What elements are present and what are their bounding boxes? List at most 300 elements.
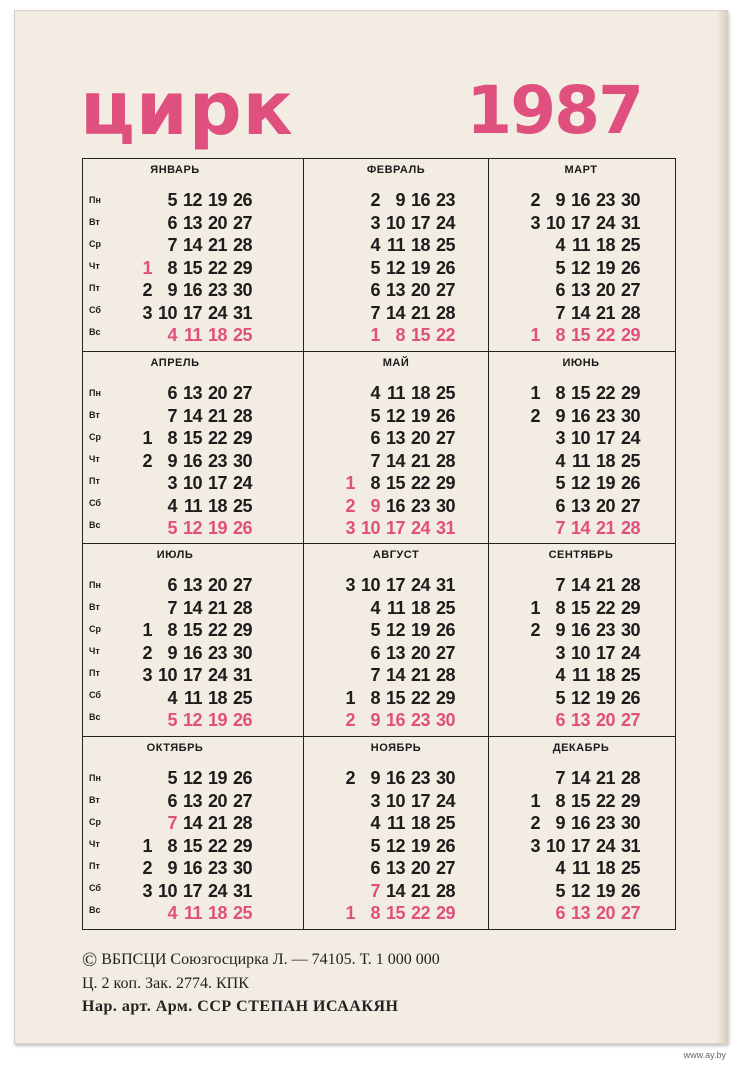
day-number: 22 bbox=[207, 257, 227, 278]
day-number: 28 bbox=[620, 518, 640, 538]
day-number: 3 bbox=[370, 212, 380, 233]
month-days bbox=[330, 767, 480, 925]
week-row bbox=[127, 574, 277, 597]
day-number: 24 bbox=[207, 302, 227, 323]
day-number: 13 bbox=[182, 212, 202, 233]
day-number: 21 bbox=[595, 302, 615, 323]
week-row bbox=[330, 642, 480, 665]
day-number: 15 bbox=[570, 790, 590, 811]
day-number: 30 bbox=[620, 620, 640, 640]
week-row bbox=[515, 812, 665, 835]
week-row bbox=[330, 687, 480, 710]
month-name: АПРЕЛЬ bbox=[150, 357, 200, 369]
day-number: 3 bbox=[345, 575, 355, 595]
month-block bbox=[83, 544, 267, 734]
day-number: 22 bbox=[207, 620, 227, 640]
month-days bbox=[127, 382, 277, 540]
day-number: 2 bbox=[530, 190, 540, 210]
day-number: 18 bbox=[410, 235, 430, 255]
day-number: 26 bbox=[435, 835, 455, 856]
weekday-label: Пн bbox=[89, 580, 101, 590]
day-number: 11 bbox=[571, 450, 590, 471]
day-number: 22 bbox=[435, 325, 455, 345]
day-number: 11 bbox=[386, 235, 405, 255]
day-number: 21 bbox=[595, 518, 615, 538]
day-number: 1 bbox=[345, 687, 355, 708]
day-number: 29 bbox=[232, 257, 252, 278]
day-number: 23 bbox=[410, 495, 430, 516]
weekday-label: Вс bbox=[89, 905, 101, 915]
day-number: 9 bbox=[370, 710, 380, 730]
day-number: 2 bbox=[530, 620, 540, 640]
day-number: 13 bbox=[570, 710, 590, 730]
week-row bbox=[330, 619, 480, 642]
day-number: 5 bbox=[555, 880, 565, 901]
day-number: 1 bbox=[530, 325, 540, 345]
day-number: 14 bbox=[182, 235, 202, 255]
day-number: 8 bbox=[555, 325, 565, 345]
day-number: 11 bbox=[571, 665, 590, 685]
month-days bbox=[515, 189, 665, 347]
weekday-label: Ср bbox=[89, 624, 101, 634]
day-number: 10 bbox=[570, 642, 590, 663]
day-number: 12 bbox=[385, 405, 405, 426]
week-row bbox=[515, 450, 665, 473]
day-number: 10 bbox=[545, 835, 565, 856]
day-number: 26 bbox=[232, 710, 252, 730]
day-number: 9 bbox=[555, 813, 565, 833]
weekday-label: Сб bbox=[89, 498, 101, 508]
day-number: 6 bbox=[167, 790, 177, 811]
day-number: 23 bbox=[207, 450, 227, 471]
day-number: 29 bbox=[620, 325, 640, 345]
day-number: 15 bbox=[182, 835, 202, 856]
day-number: 7 bbox=[167, 405, 177, 426]
day-number: 15 bbox=[182, 620, 202, 640]
day-number: 23 bbox=[595, 405, 615, 426]
day-number: 20 bbox=[207, 383, 227, 403]
day-number: 22 bbox=[207, 428, 227, 448]
day-number: 8 bbox=[167, 428, 177, 448]
week-row bbox=[515, 790, 665, 813]
day-number: 1 bbox=[142, 835, 152, 856]
day-number: 21 bbox=[595, 575, 615, 595]
month-name: НОЯБРЬ bbox=[370, 742, 422, 754]
week-row bbox=[127, 405, 277, 428]
weekday-label: Сб bbox=[89, 305, 101, 315]
day-number: 28 bbox=[232, 235, 252, 255]
day-number: 8 bbox=[555, 597, 565, 618]
day-number: 24 bbox=[435, 790, 455, 811]
day-number: 15 bbox=[570, 597, 590, 618]
day-number: 3 bbox=[167, 473, 177, 493]
week-row bbox=[515, 472, 665, 495]
day-number: 13 bbox=[570, 903, 590, 923]
month-name: МАРТ bbox=[564, 164, 598, 176]
week-row bbox=[127, 189, 277, 212]
weekday-label: Вс bbox=[89, 712, 101, 722]
day-number: 3 bbox=[142, 880, 152, 901]
day-number: 11 bbox=[386, 597, 405, 618]
week-row bbox=[330, 212, 480, 235]
day-number: 13 bbox=[385, 858, 405, 878]
week-row bbox=[330, 812, 480, 835]
day-number: 28 bbox=[232, 813, 252, 833]
day-number: 5 bbox=[370, 620, 380, 640]
day-number: 22 bbox=[410, 903, 430, 923]
day-number: 2 bbox=[345, 768, 355, 788]
day-number: 31 bbox=[620, 835, 640, 856]
month-name: АВГУСТ bbox=[372, 549, 420, 561]
day-number: 23 bbox=[207, 858, 227, 878]
year-title: 1987 bbox=[466, 72, 642, 149]
month-block bbox=[304, 544, 488, 734]
day-number: 7 bbox=[370, 665, 380, 685]
day-number: 1 bbox=[345, 903, 355, 923]
day-number: 14 bbox=[385, 880, 405, 901]
week-row bbox=[515, 642, 665, 665]
day-number: 27 bbox=[620, 495, 640, 516]
day-number: 9 bbox=[555, 405, 565, 426]
day-number: 14 bbox=[570, 518, 590, 538]
day-number: 10 bbox=[360, 575, 380, 595]
day-number: 23 bbox=[595, 190, 615, 210]
day-number: 24 bbox=[207, 665, 227, 685]
day-number: 5 bbox=[167, 710, 177, 730]
week-row bbox=[330, 835, 480, 858]
week-row bbox=[515, 257, 665, 280]
day-number: 16 bbox=[182, 280, 202, 300]
day-number: 3 bbox=[142, 665, 152, 685]
day-number: 2 bbox=[142, 858, 152, 878]
day-number: 11 bbox=[386, 813, 405, 833]
week-row bbox=[330, 257, 480, 280]
month-days bbox=[515, 574, 665, 732]
month-block bbox=[304, 737, 488, 927]
day-number: 29 bbox=[232, 620, 252, 640]
week-row bbox=[515, 189, 665, 212]
day-number: 22 bbox=[410, 473, 430, 493]
day-number: 18 bbox=[207, 903, 227, 923]
week-row bbox=[127, 324, 277, 347]
day-number: 14 bbox=[182, 597, 202, 618]
day-number: 4 bbox=[370, 383, 380, 403]
day-number: 30 bbox=[620, 813, 640, 833]
day-number: 15 bbox=[385, 687, 405, 708]
day-number: 26 bbox=[435, 257, 455, 278]
month-name: МАЙ bbox=[382, 357, 410, 369]
day-number: 3 bbox=[370, 790, 380, 811]
week-row bbox=[127, 687, 277, 710]
month-block bbox=[489, 737, 673, 927]
day-number: 2 bbox=[530, 813, 540, 833]
weekday-label: Вс bbox=[89, 327, 101, 337]
day-number: 13 bbox=[385, 642, 405, 663]
day-number: 20 bbox=[595, 280, 615, 300]
artist-credit: Нар. арт. Арм. ССР СТЕПАН ИСААКЯН bbox=[82, 998, 399, 1015]
day-number: 8 bbox=[555, 790, 565, 811]
day-number: 21 bbox=[207, 405, 227, 426]
day-number: 30 bbox=[435, 495, 455, 516]
week-row bbox=[515, 517, 665, 540]
day-number: 7 bbox=[370, 880, 380, 901]
month-days bbox=[127, 574, 277, 732]
day-number: 12 bbox=[182, 768, 202, 788]
day-number: 12 bbox=[182, 190, 202, 210]
day-number: 4 bbox=[167, 495, 177, 516]
day-number: 18 bbox=[595, 665, 615, 685]
month-name: ЯНВАРЬ bbox=[150, 164, 200, 176]
day-number: 27 bbox=[435, 858, 455, 878]
day-number: 13 bbox=[385, 280, 405, 300]
day-number: 26 bbox=[232, 768, 252, 788]
day-number: 15 bbox=[182, 428, 202, 448]
day-number: 29 bbox=[435, 687, 455, 708]
day-number: 4 bbox=[167, 687, 177, 708]
day-number: 29 bbox=[620, 383, 640, 403]
day-number: 15 bbox=[385, 473, 405, 493]
month-name: ИЮНЬ bbox=[562, 357, 600, 369]
day-number: 29 bbox=[435, 903, 455, 923]
week-row bbox=[515, 857, 665, 880]
week-row bbox=[515, 405, 665, 428]
month-block bbox=[304, 159, 488, 349]
day-number: 22 bbox=[595, 383, 615, 403]
day-number: 20 bbox=[410, 642, 430, 663]
day-number: 10 bbox=[570, 428, 590, 448]
day-number: 16 bbox=[570, 190, 590, 210]
week-row bbox=[330, 597, 480, 620]
weekday-label: Чт bbox=[89, 454, 100, 464]
day-number: 26 bbox=[435, 620, 455, 640]
day-number: 17 bbox=[207, 473, 227, 493]
day-number: 1 bbox=[370, 325, 380, 345]
day-number: 29 bbox=[232, 428, 252, 448]
weekday-label: Чт bbox=[89, 839, 100, 849]
day-number: 27 bbox=[620, 710, 640, 730]
day-number: 22 bbox=[595, 597, 615, 618]
month-block bbox=[304, 352, 488, 542]
day-number: 19 bbox=[207, 190, 227, 210]
day-number: 26 bbox=[620, 687, 640, 708]
day-number: 17 bbox=[410, 790, 430, 811]
day-number: 16 bbox=[385, 768, 405, 788]
day-number: 14 bbox=[570, 768, 590, 788]
day-number: 6 bbox=[167, 575, 177, 595]
day-number: 16 bbox=[385, 710, 405, 730]
day-number: 13 bbox=[570, 495, 590, 516]
day-number: 4 bbox=[555, 665, 565, 685]
day-number: 6 bbox=[370, 858, 380, 878]
day-number: 7 bbox=[370, 302, 380, 323]
weekday-label: Пн bbox=[89, 388, 101, 398]
week-row bbox=[127, 880, 277, 903]
month-days bbox=[330, 574, 480, 732]
month-name: ИЮЛЬ bbox=[156, 549, 194, 561]
day-number: 6 bbox=[167, 212, 177, 233]
week-row bbox=[515, 212, 665, 235]
day-number: 27 bbox=[620, 280, 640, 300]
week-row bbox=[330, 709, 480, 732]
day-number: 17 bbox=[182, 302, 202, 323]
day-number: 3 bbox=[555, 642, 565, 663]
day-number: 20 bbox=[410, 858, 430, 878]
day-number: 26 bbox=[620, 880, 640, 901]
day-number: 16 bbox=[570, 405, 590, 426]
weekday-label: Сб bbox=[89, 883, 101, 893]
day-number: 19 bbox=[595, 687, 615, 708]
day-number: 12 bbox=[570, 473, 590, 493]
day-number: 6 bbox=[555, 495, 565, 516]
month-days bbox=[127, 767, 277, 925]
imprint-line-2: Ц. 2 коп. Зак. 2774. КПК bbox=[82, 975, 249, 992]
day-number: 29 bbox=[232, 835, 252, 856]
day-number: 17 bbox=[595, 642, 615, 663]
week-row bbox=[515, 880, 665, 903]
week-row bbox=[127, 382, 277, 405]
day-number: 21 bbox=[410, 302, 430, 323]
day-number: 21 bbox=[207, 235, 227, 255]
day-number: 18 bbox=[595, 235, 615, 255]
day-number: 24 bbox=[620, 428, 640, 448]
week-row bbox=[127, 812, 277, 835]
day-number: 24 bbox=[435, 212, 455, 233]
day-number: 28 bbox=[620, 575, 640, 595]
day-number: 30 bbox=[620, 190, 640, 210]
day-number: 9 bbox=[395, 190, 405, 210]
day-number: 26 bbox=[620, 473, 640, 493]
week-row bbox=[515, 902, 665, 925]
week-row bbox=[330, 767, 480, 790]
day-number: 26 bbox=[232, 190, 252, 210]
day-number: 14 bbox=[570, 575, 590, 595]
week-row bbox=[330, 279, 480, 302]
week-row bbox=[515, 427, 665, 450]
day-number: 18 bbox=[410, 813, 430, 833]
month-block bbox=[489, 544, 673, 734]
day-number: 11 bbox=[386, 383, 405, 403]
day-number: 3 bbox=[530, 212, 540, 233]
month-name: ОКТЯБРЬ bbox=[146, 742, 204, 754]
day-number: 15 bbox=[410, 325, 430, 345]
day-number: 12 bbox=[570, 687, 590, 708]
month-days bbox=[330, 382, 480, 540]
week-row bbox=[330, 880, 480, 903]
day-number: 24 bbox=[207, 880, 227, 901]
day-number: 23 bbox=[207, 642, 227, 663]
day-number: 23 bbox=[435, 190, 455, 210]
day-number: 27 bbox=[232, 790, 252, 811]
day-number: 31 bbox=[232, 665, 252, 685]
day-number: 27 bbox=[620, 903, 640, 923]
day-number: 11 bbox=[183, 325, 202, 345]
weekday-label: Вт bbox=[89, 217, 100, 227]
day-number: 2 bbox=[370, 190, 380, 210]
day-number: 21 bbox=[595, 768, 615, 788]
day-number: 19 bbox=[410, 257, 430, 278]
day-number: 6 bbox=[370, 428, 380, 448]
month-days bbox=[515, 382, 665, 540]
week-row bbox=[127, 427, 277, 450]
day-number: 31 bbox=[435, 575, 455, 595]
day-number: 15 bbox=[570, 383, 590, 403]
day-number: 25 bbox=[232, 903, 252, 923]
day-number: 2 bbox=[142, 450, 152, 471]
week-row bbox=[127, 212, 277, 235]
month-days bbox=[127, 189, 277, 347]
week-row bbox=[127, 790, 277, 813]
day-number: 7 bbox=[167, 597, 177, 618]
day-number: 5 bbox=[555, 687, 565, 708]
day-number: 5 bbox=[167, 768, 177, 788]
day-number: 3 bbox=[345, 518, 355, 538]
day-number: 22 bbox=[207, 835, 227, 856]
month-name: СЕНТЯБРЬ bbox=[548, 549, 614, 561]
day-number: 18 bbox=[410, 597, 430, 618]
day-number: 6 bbox=[555, 903, 565, 923]
day-number: 12 bbox=[182, 518, 202, 538]
day-number: 17 bbox=[182, 880, 202, 901]
weekday-label: Сб bbox=[89, 690, 101, 700]
week-row bbox=[515, 687, 665, 710]
day-number: 17 bbox=[385, 575, 405, 595]
day-number: 23 bbox=[207, 280, 227, 300]
day-number: 3 bbox=[142, 302, 152, 323]
imprint bbox=[82, 948, 440, 1018]
day-number: 4 bbox=[167, 903, 177, 923]
day-number: 28 bbox=[435, 880, 455, 901]
day-number: 26 bbox=[435, 405, 455, 426]
day-number: 17 bbox=[385, 518, 405, 538]
week-row bbox=[330, 234, 480, 257]
day-number: 21 bbox=[410, 880, 430, 901]
week-row bbox=[330, 790, 480, 813]
day-number: 8 bbox=[555, 383, 565, 403]
month-name: ФЕВРАЛЬ bbox=[366, 164, 426, 176]
day-number: 10 bbox=[182, 473, 202, 493]
week-row bbox=[127, 619, 277, 642]
day-number: 23 bbox=[410, 768, 430, 788]
day-number: 7 bbox=[555, 518, 565, 538]
day-number: 25 bbox=[435, 383, 455, 403]
day-number: 10 bbox=[385, 790, 405, 811]
week-row bbox=[127, 234, 277, 257]
brand-title: цирк bbox=[80, 66, 294, 152]
day-number: 18 bbox=[410, 383, 430, 403]
day-number: 14 bbox=[385, 665, 405, 685]
day-number: 5 bbox=[167, 190, 177, 210]
week-row bbox=[515, 835, 665, 858]
day-number: 4 bbox=[555, 858, 565, 878]
day-number: 20 bbox=[595, 495, 615, 516]
week-row bbox=[330, 664, 480, 687]
calendar-grid bbox=[82, 158, 676, 930]
day-number: 28 bbox=[232, 597, 252, 618]
day-number: 17 bbox=[410, 212, 430, 233]
weekday-label: Ср bbox=[89, 817, 101, 827]
day-number: 21 bbox=[410, 450, 430, 471]
day-number: 21 bbox=[207, 597, 227, 618]
day-number: 25 bbox=[435, 235, 455, 255]
day-number: 5 bbox=[370, 835, 380, 856]
weekday-label: Чт bbox=[89, 646, 100, 656]
week-row bbox=[330, 450, 480, 473]
day-number: 13 bbox=[385, 428, 405, 448]
week-row bbox=[515, 574, 665, 597]
day-number: 12 bbox=[385, 835, 405, 856]
day-number: 19 bbox=[207, 710, 227, 730]
day-number: 10 bbox=[157, 665, 177, 685]
